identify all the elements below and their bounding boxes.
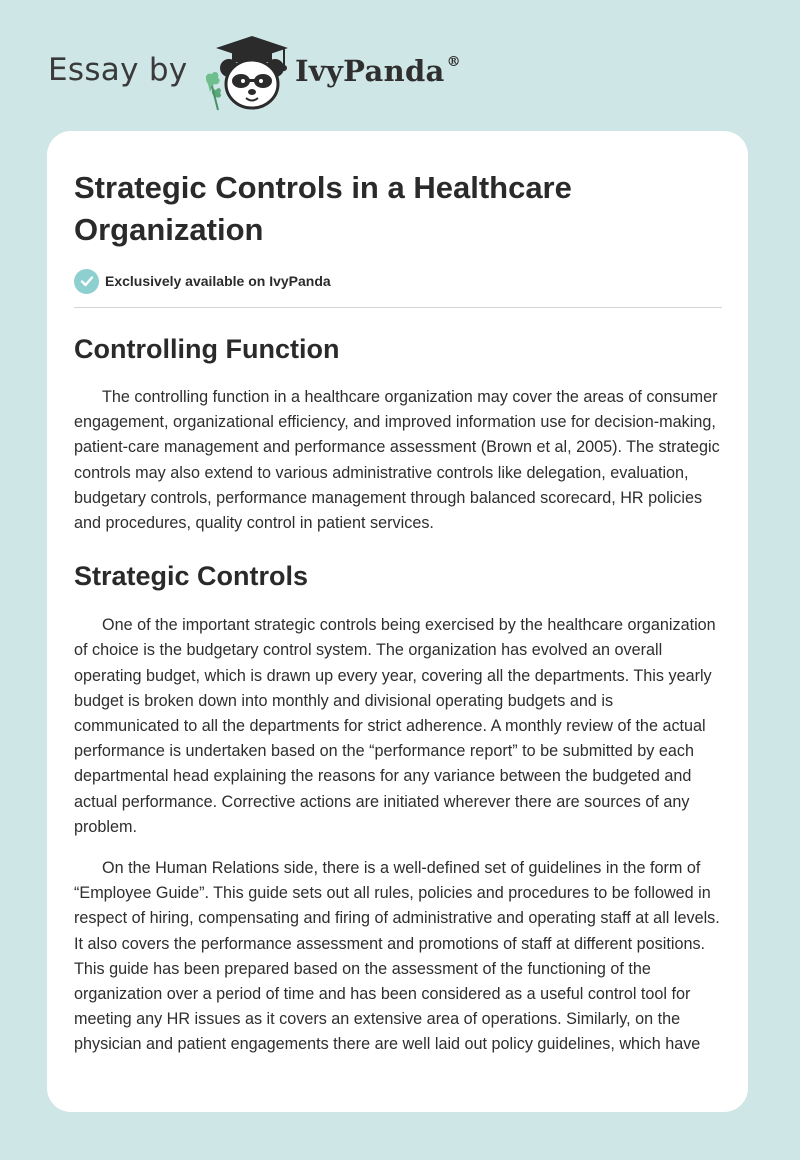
- panda-graduate-icon[interactable]: [202, 34, 292, 112]
- section-heading-strategic-controls: Strategic Controls: [74, 561, 309, 592]
- brand-name[interactable]: IvyPanda ®: [295, 54, 461, 88]
- essay-content: [74, 167, 722, 1058]
- divider: [74, 307, 722, 308]
- essay-by-label: Essay by: [48, 52, 188, 88]
- site-header: [48, 30, 568, 110]
- check-icon: [74, 269, 99, 294]
- paragraph: The controlling function in a healthcare organization may cover the areas of consumer engagement, organizational efficiency, and improved information use for decision-making, patient-care management and performance assessment (Brown et al, 2005). The strategic controls may also extend to various administrative controls like delegation, evaluation, budgetary controls, performance management through balanced scorecard, HR policies and procedures, quality control in patient services.: [74, 388, 720, 533]
- paragraph: On the Human Relations side, there is a well-defined set of guidelines in the form of “Employee Guide”. This guide sets out all rules, policies and procedures to be followed in respect of hiring, compensating and firing of administrative and operating staff at all levels. It also covers the performance assessment and promotions of staff at different positions. This guide has been prepared based on the assessment of the functioning of the organization over a period of time and has been considered as a useful control tool for meeting any HR issues as it covers an extensive area of operations. Similarly, on the physician and patient engagements there are well laid out policy guidelines, which have: [74, 859, 720, 1054]
- section-heading-controlling-function: Controlling Function: [74, 334, 340, 364]
- exclusive-badge: [74, 268, 722, 294]
- registered-mark: ®: [446, 54, 461, 71]
- exclusive-label: Exclusively available on IvyPanda: [105, 273, 331, 289]
- page-title: Strategic Controls in a Healthcare Organization: [74, 170, 572, 247]
- essay-card: [47, 131, 748, 1112]
- paragraph: One of the important strategic controls being exercised by the healthcare organization of choice is the budgetary control system. The organization has evolved an overall operating budget, which is drawn up every year, covering all the departments. This yearly budget is broken down into monthly and divisional operating budgets and is communicated to all the departments for strict adherence. A monthly review of the actual performance is undertaken based on the “performance report” to be submitted by each departmental head explaining the reasons for any variance between the budgeted and actual performance. Corrective actions are initiated wherever there are sources of any problem.: [74, 616, 716, 836]
